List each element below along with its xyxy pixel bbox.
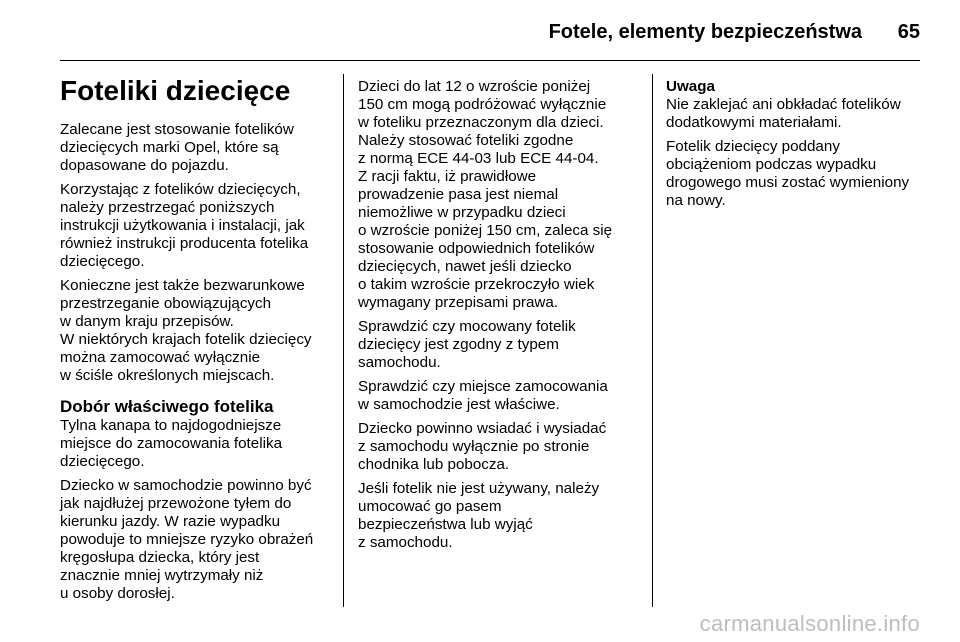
paragraph: Fotelik dziecięcy poddany obciążeniom podczas wypadku drogowego musi zostać wymieniony na nowy. xyxy=(666,138,910,209)
paragraph: Sprawdzić czy mocowany fotelik dziecięcy jest zgodny z typem samochodu. xyxy=(358,318,576,371)
column-divider xyxy=(652,74,653,607)
chapter-title: Fotele, elementy bezpieczeństwa xyxy=(548,21,862,43)
watermark-text: carmanualsonline.info xyxy=(699,611,920,636)
paragraph: Nie zaklejać ani obkładać fotelików dodatkowymi materiałami. xyxy=(666,96,901,131)
paragraph: Korzystając z fotelików dziecięcych, należy przestrzegać poniższych instrukcji użytkowania i instalacji, jak również instrukcji producenta fotelika dziecięcego. xyxy=(60,181,309,270)
paragraph: Dziecko powinno wsiadać i wysiadać z samochodu wyłącznie po stronie chodnika lub pobocza. xyxy=(358,420,607,473)
paragraph: Dziecko w samochodzie powinno być jak najdłużej przewożone tyłem do kierunku jazdy. W razie wypadku powoduje to mniejsze ryzyko obrażeń kręgosłupa dziecka, który jest znacznie mniej wytrzymały niż u osoby dorosłej. xyxy=(60,477,314,602)
paragraph: Dzieci do lat 12 o wzroście poniżej 150 cm mogą podróżować wyłącznie w foteliku przeznaczonym dla dzieci. Należy stosować foteliki zgodne z normą ECE 44-03 lub ECE 44-04. Z racji faktu, iż prawidłowe prowadzenie pasa jest niemal niemożliwe w przypadku dzieci o wzroście poniżej 150 cm, zaleca się stosowanie odpowiednich fotelików dziecięcych, nawet jeśli dziecko o takim wzroście przekroczyło wiek wymagany przepisami prawa. xyxy=(358,78,613,311)
column-2 xyxy=(358,78,633,558)
paragraph: Zalecane jest stosowanie fotelików dziecięcych marki Opel, które są dopasowane do pojazdu. xyxy=(60,121,294,174)
paragraph: Tylna kanapa to najdogodniejsze miejsce do zamocowania fotelika dziecięcego. xyxy=(60,417,283,470)
page-header xyxy=(0,0,960,60)
page-number: 65 xyxy=(897,21,920,43)
section-title: Foteliki dziecięce xyxy=(60,75,291,106)
paragraph: Sprawdzić czy miejsce zamocowania w samochodzie jest właściwe. xyxy=(358,378,608,413)
note-title: Uwaga xyxy=(666,78,715,95)
paragraph: Konieczne jest także bezwarunkowe przestrzeganie obowiązujących w danym kraju przepisów. W niektórych krajach fotelik dziecięcy można zamocować wyłącznie w ściśle określonych miejscach. xyxy=(60,277,312,384)
subheading: Dobór właściwego fotelika xyxy=(60,397,274,416)
paragraph: Jeśli fotelik nie jest używany, należy umocować go pasem bezpieczeństwa lub wyjąć z samochodu. xyxy=(358,480,600,551)
column-1 xyxy=(60,74,335,609)
column-3 xyxy=(666,78,936,216)
header-divider xyxy=(60,60,920,61)
column-divider xyxy=(343,74,344,607)
